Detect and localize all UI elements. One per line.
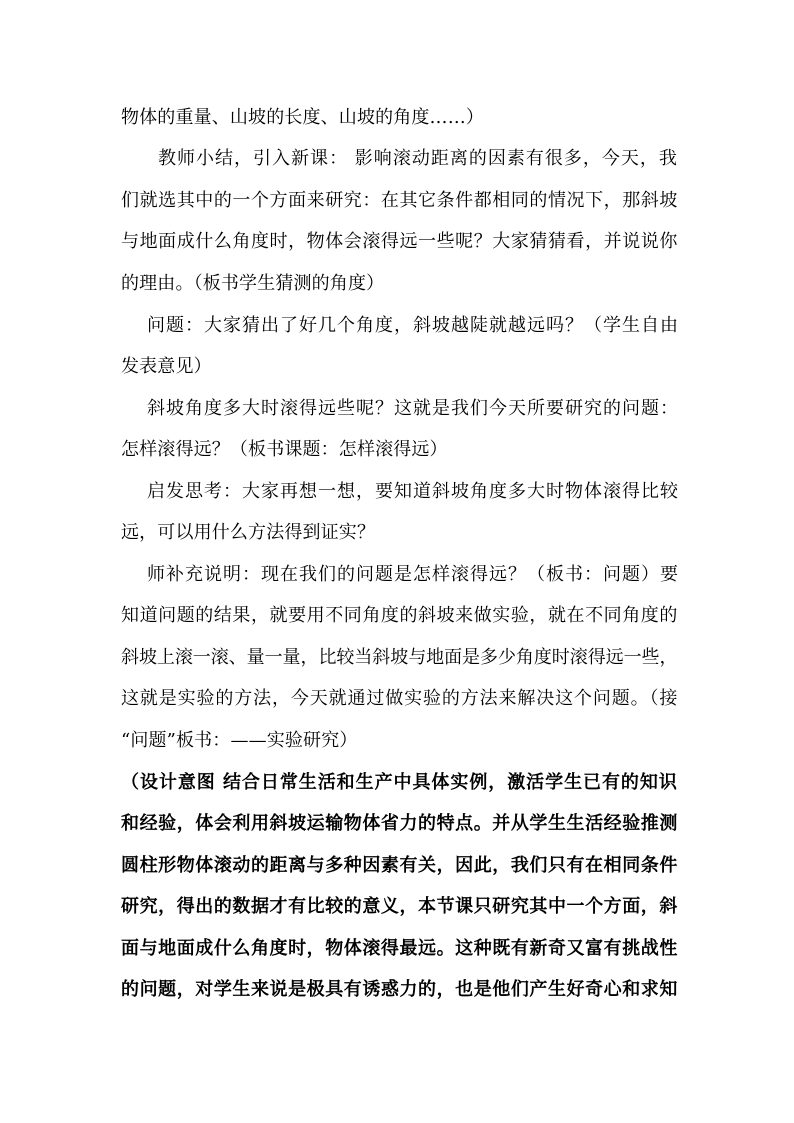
text-line: 知道问题的结果，就要用不同角度的斜坡来做实验，就在不同角度的 [121, 605, 678, 626]
design-intent-line: （设计意图 结合日常生活和生产中具体实例，激活学生已有的知识 [121, 772, 678, 793]
design-intent-line: 面与地面成什么角度时，物体滚得最远。这种既有新奇又富有挑战性 [121, 938, 678, 959]
text-line: “问题”板书：——实验研究） [121, 730, 358, 751]
design-intent-line: 和经验，体会利用斜坡运输物体省力的特点。并从学生生活经验推测 [121, 813, 678, 834]
design-intent-line: 研究，得出的数据才有比较的意义，本节课只研究其中一个方面，斜 [121, 896, 678, 917]
design-intent-line: 圆柱形物体滚动的距离与多种因素有关，因此，我们只有在相同条件 [121, 855, 678, 876]
text-line: 斜坡角度多大时滚得远些呢？这就是我们今天所要研究的问题： [147, 398, 680, 419]
text-line: 们就选其中的一个方面来研究：在其它条件都相同的情况下，那斜坡 [121, 190, 678, 211]
text-line: 师补充说明：现在我们的问题是怎样滚得远？（板书：问题）要 [147, 564, 680, 585]
text-line: 发表意见） [121, 356, 212, 377]
text-line: 与地面成什么角度时，物体会滚得远一些呢？大家猜猜看，并说说你 [121, 231, 678, 252]
text-line: 怎样滚得远？（板书课题：怎样滚得远） [121, 439, 448, 460]
text-line: 物体的重量、山坡的长度、山坡的角度……） [121, 107, 484, 128]
text-line: 启发思考：大家再想一想，要知道斜坡角度多大时物体滚得比较 [147, 481, 680, 502]
text-line: 的理由。（板书学生猜测的角度） [121, 273, 385, 294]
text-line: 问题：大家猜出了好几个角度，斜坡越陡就越远吗？（学生自由 [147, 315, 680, 336]
text-line: 远，可以用什么方法得到证实？ [121, 522, 376, 543]
text-line: 这就是实验的方法，今天就通过做实验的方法来解决这个问题。（接 [121, 688, 679, 709]
design-intent-line: 的问题，对学生来说是极具有诱惑力的，也是他们产生好奇心和求知 [121, 979, 678, 1000]
text-line: 教师小结，引入新课： 影响滚动距离的因素有很多，今天，我 [158, 148, 678, 169]
text-line: 斜坡上滚一滚、量一量，比较当斜坡与地面是多少角度时滚得远一些， [121, 647, 678, 668]
